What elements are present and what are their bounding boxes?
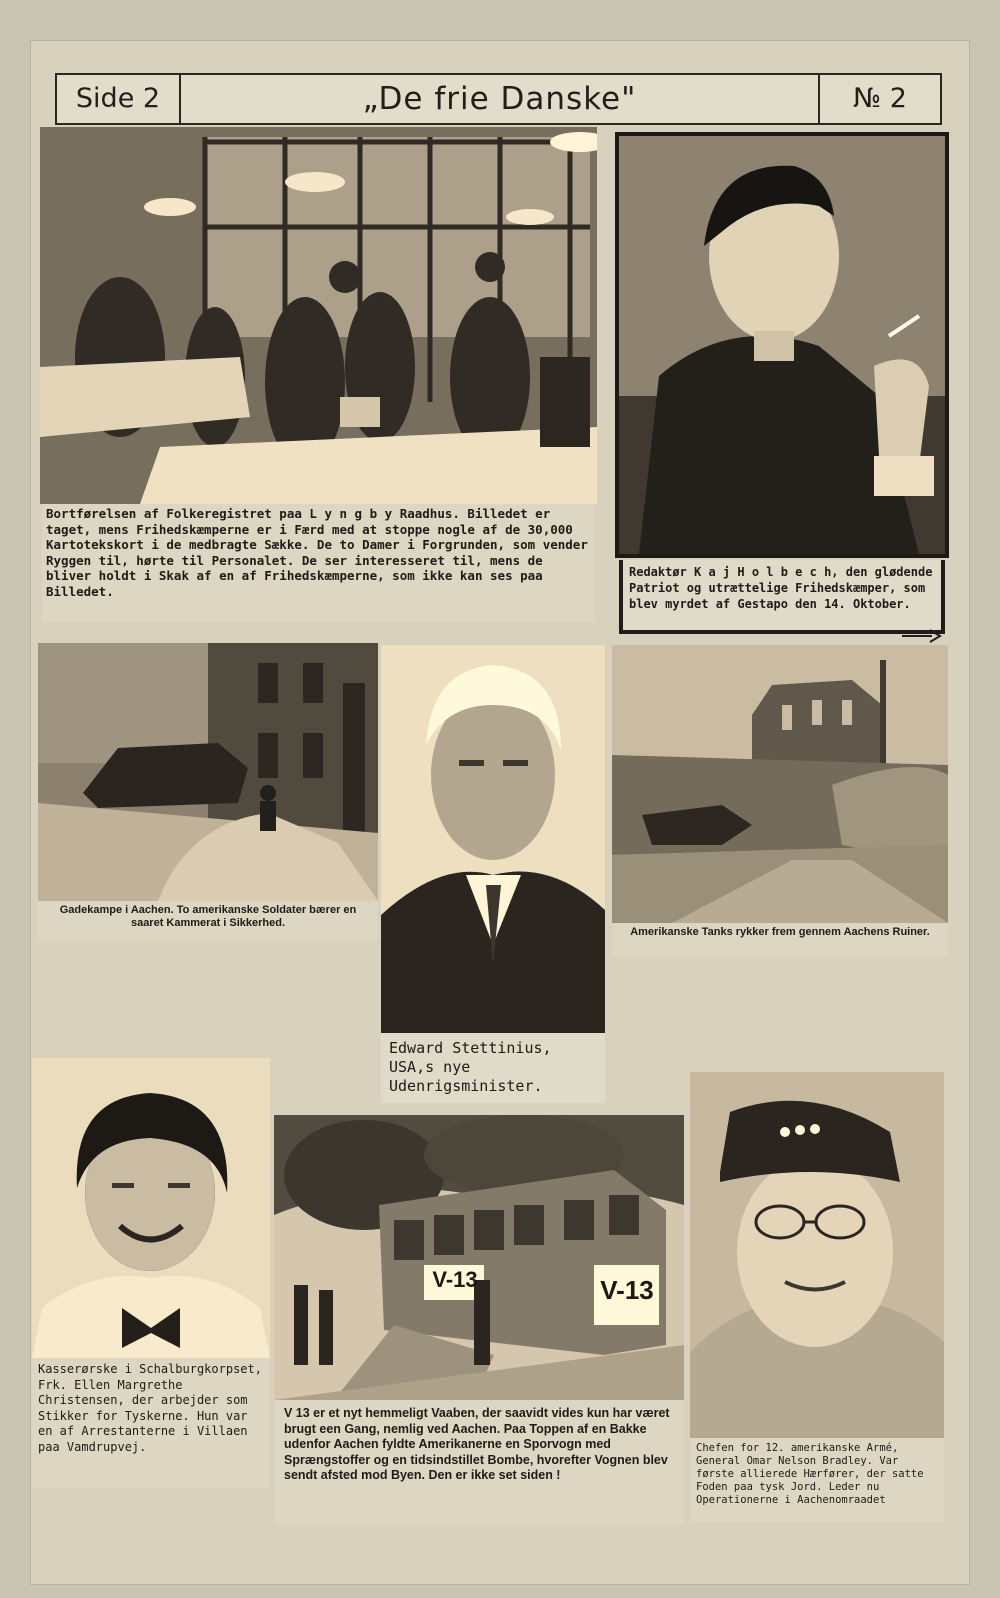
aachen-street-caption: [38, 901, 378, 941]
lyngby-caption: [42, 504, 595, 622]
aachen-tanks-caption-text: Amerikanske Tanks rykker frem gennem Aachens Ruiner.: [630, 926, 930, 938]
v13-caption: [274, 1400, 684, 1525]
ruins-tanks-image: [612, 645, 948, 923]
bradley-portrait-photo: [690, 1072, 944, 1438]
arrow-right-icon: [902, 628, 942, 644]
holbech-caption-text: Redaktør K a j H o l b e c h, den glødende Patriot og utrættelige Frihedskæmper, som blev myrdet af Gestapo den 14. Oktober.: [629, 565, 933, 611]
office-scene-image: [40, 127, 597, 504]
street-tank-image: [38, 643, 378, 901]
tram-image: [274, 1115, 684, 1400]
christensen-caption-text: Kasserørske i Schalburgkorpset, Frk. Ellen Margrethe Christensen, der arbejder som Stikker for Tyskerne. Hun var en af Arrestanterne i Villaen paa Vamdrupvej.: [38, 1362, 262, 1454]
man-smoking-image: [619, 136, 945, 554]
tram-sign-front: V-13: [432, 1267, 478, 1292]
aachen-tanks-caption: [612, 923, 948, 957]
holbech-portrait-photo: [615, 132, 949, 558]
masthead: [55, 73, 942, 125]
bradley-caption: [690, 1438, 944, 1522]
lyngby-caption-text: Bortførelsen af Folkeregistret paa L y n g b y Raadhus. Billedet er taget, mens Frihedskæmperne er i Færd med at stoppe nogle af de 30,000 Kartotekskort i de medbragte Sække. De to Damer i Forgrunden, som vender Ryggen til, hørte til Personalet. De ser interesseret til, mens de bliver holdt i Skak af en af Frihedskæmperne, som ikke kan ses paa Billedet.: [46, 506, 588, 599]
christensen-caption: [32, 1358, 270, 1488]
stettinius-caption-text: Edward Stettinius, USA,s nye Udenrigsminister.: [389, 1039, 552, 1095]
stettinius-portrait-photo: [381, 645, 605, 1033]
newspaper-title: „De frie Danske": [362, 81, 637, 117]
aachen-tanks-photo: [612, 645, 948, 923]
issue-number: № 2: [818, 75, 940, 123]
holbech-caption: [619, 560, 945, 634]
tram-sign-side: V-13: [600, 1275, 654, 1305]
general-portrait-image: [690, 1072, 944, 1438]
page-label: Side 2: [57, 75, 181, 123]
lyngby-raid-photo: [40, 127, 597, 504]
aachen-street-photo: [38, 643, 378, 901]
v13-tram-photo: [274, 1115, 684, 1400]
aachen-street-caption-text: Gadekampe i Aachen. To amerikanske Soldater bærer en saaret Kammerat i Sikkerhed.: [59, 904, 357, 929]
v13-caption-text: V 13 er et nyt hemmeligt Vaaben, der saavidt vides kun har været brugt een Gang, nemlig ved Aachen. Paa Toppen af en Bakke udenfor Aachen fyldte Amerikanerne en Sporvogn med Sprængstoffer og en tidsindstillet Bombe, hvorefter Vognen blev sendt afsted mod Byen. Den er ikke set siden !: [284, 1406, 670, 1482]
stettinius-image: [381, 645, 605, 1033]
bradley-caption-text: Chefen for 12. amerikanske Armé, General Omar Nelson Bradley. Var første allierede Hærfører, der satte Foden paa tysk Jord. Leder nu Operationerne i Aachenomraadet: [696, 1442, 924, 1506]
stettinius-caption: [381, 1033, 605, 1103]
woman-portrait-image: [32, 1058, 270, 1358]
christensen-portrait-photo: [32, 1058, 270, 1358]
